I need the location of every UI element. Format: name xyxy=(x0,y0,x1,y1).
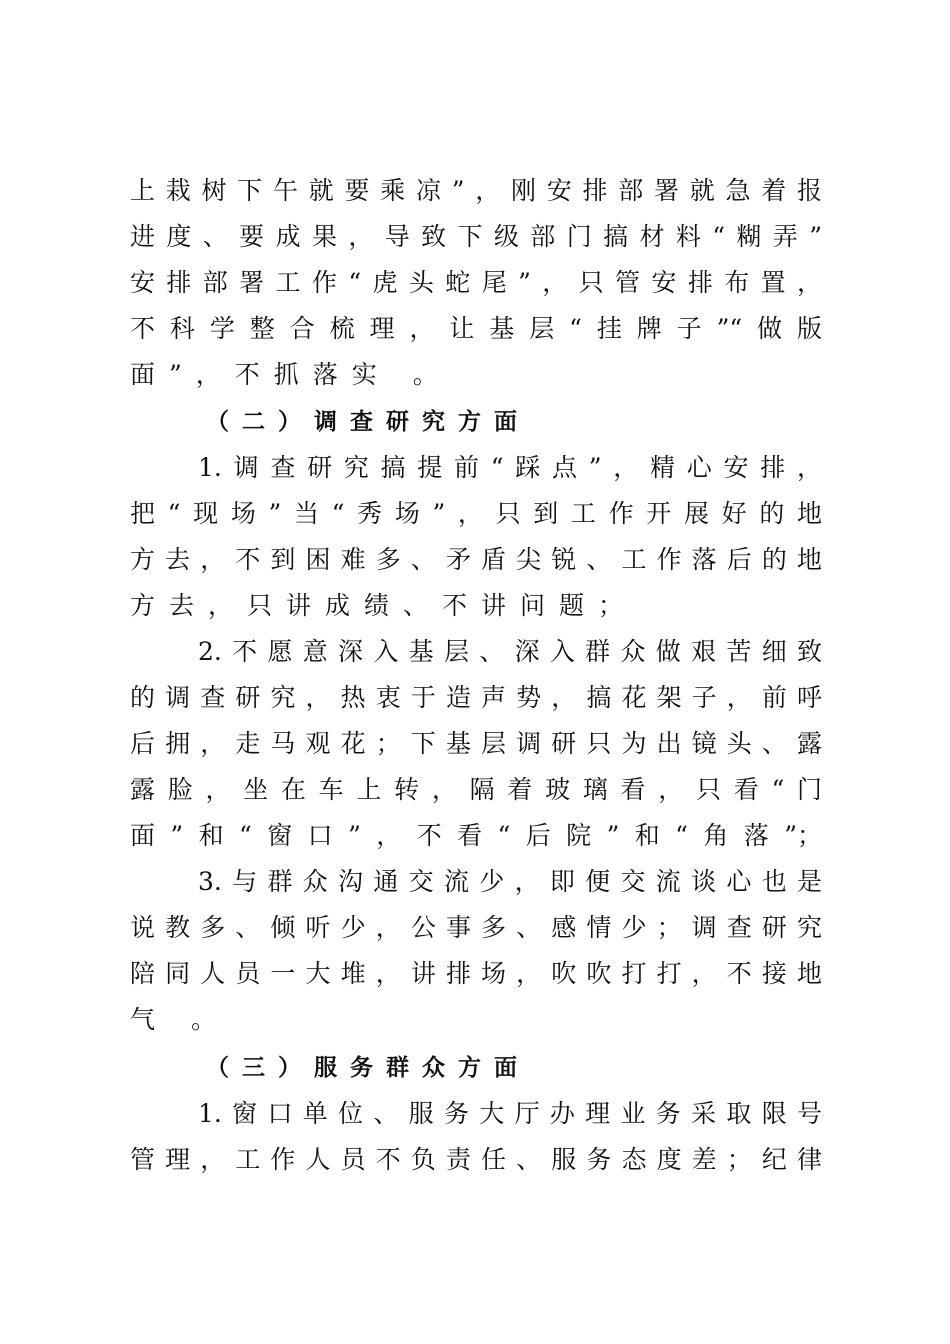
body-line: 管理，工作人员不负责任、服务态度差；纪律 xyxy=(130,1145,822,1174)
section-heading: （二）调查研究方面 xyxy=(206,408,530,435)
body-line: 把“现场”当“秀场”，只到工作开展好的地 xyxy=(130,499,822,528)
body-line: 方去，只讲成绩、不讲问题； xyxy=(130,591,638,620)
body-line: 面”，不抓落实 。 xyxy=(130,360,452,389)
body-line: 方去，不到困难多、矛盾尖锐、工作落后的地 xyxy=(130,545,822,574)
body-line: 1.窗口单位、服务大厅办理业务采取限号 xyxy=(198,1099,822,1128)
body-line: 面”和“窗口”，不看“后院”和“角落”； xyxy=(130,821,822,850)
body-line: 1.调查研究搞提前“踩点”，精心安排， xyxy=(198,453,822,482)
body-line: 气 。 xyxy=(130,1005,230,1034)
body-line: 后拥，走马观花；下基层调研只为出镜头、露 xyxy=(130,729,822,758)
body-line: 陪同人员一大堆，讲排场，吹吹打打，不接地 xyxy=(130,959,822,988)
body-line: 3.与群众沟通交流少，即便交流谈心也是 xyxy=(198,867,822,896)
section-heading: （三）服务群众方面 xyxy=(206,1054,530,1081)
body-line: 露脸，坐在车上转，隔着玻璃看，只看“门 xyxy=(130,775,822,804)
body-line: 2.不愿意深入基层、深入群众做艰苦细致 xyxy=(198,637,822,666)
body-line: 安排部署工作“虎头蛇尾”，只管安排布置， xyxy=(130,268,822,297)
body-line: 不科学整合梳理，让基层“挂牌子”“做版 xyxy=(130,314,822,343)
body-line: 进度、要成果，导致下级部门搞材料“糊弄” xyxy=(130,222,822,251)
body-line: 的调查研究，热衷于造声势，搞花架子，前呼 xyxy=(130,683,822,712)
body-line: 上栽树下午就要乘凉”，刚安排部署就急着报 xyxy=(130,176,822,205)
body-line: 说教多、倾听少，公事多、感情少；调查研究 xyxy=(130,913,822,942)
